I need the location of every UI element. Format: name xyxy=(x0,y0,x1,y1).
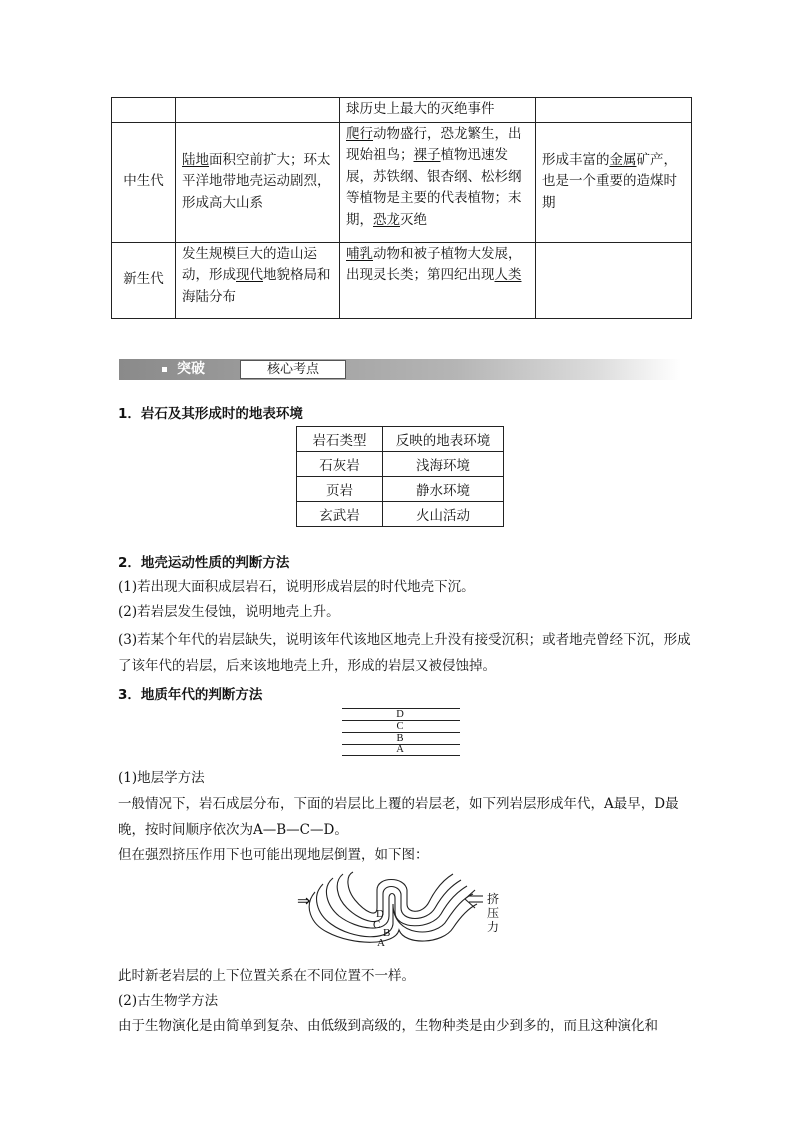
bullet-square-icon xyxy=(162,367,167,372)
geo-cell xyxy=(176,98,340,123)
paragraph: (1)若出现大面积成层岩石，说明形成岩层的时代地壳下沉。 xyxy=(118,579,475,595)
underlined-term: 陆地 xyxy=(182,151,209,168)
text-run: 植物迅速发展，苏铁纲、银杏纲、松杉纲等植物是主要的代表植物；末期， xyxy=(346,147,522,228)
table-cell: 火山活动 xyxy=(383,502,504,527)
table-cell: 页岩 xyxy=(297,477,383,502)
text-run: 地貌格局和海陆分布 xyxy=(182,267,331,305)
geologic-era-table xyxy=(111,97,692,319)
fold-strata-diagram xyxy=(295,868,495,948)
stratum-label-a: A xyxy=(396,744,404,755)
mineral-cell xyxy=(536,122,692,242)
table-header-row xyxy=(297,427,504,452)
text-run: 形成丰富的 xyxy=(542,151,610,168)
bio-cell xyxy=(340,122,536,242)
force-label: 挤压力 xyxy=(486,892,499,934)
era-cell: 新生代 xyxy=(112,242,176,318)
text-run: 面积空前扩大；环太平洋地带地壳运动剧烈，形成高大山系 xyxy=(182,151,331,211)
column-header: 岩石类型 xyxy=(297,427,383,452)
underlined-term: 裸子 xyxy=(413,147,441,163)
table-row xyxy=(297,502,504,527)
section-banner xyxy=(119,359,681,380)
era-cell xyxy=(112,98,176,123)
stratum-label-b: B xyxy=(396,733,404,744)
paragraph: 由于生物演化是由简单到复杂、由低级到高级的，生物种类是由少到多的，而且这种演化和 xyxy=(118,1018,658,1034)
fold-label-a: A xyxy=(377,937,385,948)
table-cell: 浅海环境 xyxy=(383,452,504,477)
strata-diagram xyxy=(342,706,460,756)
text-run: 发生规模巨大的造山运动，形成 xyxy=(182,245,317,283)
section-heading: 3．地质年代的判断方法 xyxy=(118,687,263,703)
paragraph: 一般情况下，岩石成层分布，下面的岩层比上覆的岩层老，如下列岩层形成年代，A最早，D最晚，按时间顺序依次为A—B—C—D。 xyxy=(118,796,679,838)
stratum-label-c: C xyxy=(396,721,404,732)
fold-label-d: D xyxy=(376,908,384,920)
text-run: 灭绝 xyxy=(400,211,427,228)
underlined-term: 爬行 xyxy=(346,125,373,142)
table-cell: 玄武岩 xyxy=(297,502,383,527)
table-row xyxy=(112,242,692,318)
rock-environment-table xyxy=(296,426,504,527)
text-run: 动物和被子植物大发展，出现灵长类；第四纪出现 xyxy=(346,245,522,283)
bio-cell xyxy=(340,242,536,318)
mineral-cell xyxy=(536,242,692,318)
paragraph: 此时新老岩层的上下位置关系在不同位置不一样。 xyxy=(118,968,415,984)
section-heading: 2．地壳运动性质的判断方法 xyxy=(118,555,290,571)
bio-cell: 球历史上最大的灭绝事件 xyxy=(340,98,536,123)
table-cell: 石灰岩 xyxy=(297,452,383,477)
underlined-term: 金属 xyxy=(609,151,637,168)
banner-title: 核心考点 xyxy=(240,360,346,379)
underlined-term: 哺乳 xyxy=(346,245,373,262)
table-cell: 静水环境 xyxy=(383,477,504,502)
subsection-title: (1)地层学方法 xyxy=(118,770,205,786)
underlined-term: 恐龙 xyxy=(373,211,400,228)
text-run: 动物盛行，恐龙繁生，出现始祖鸟； xyxy=(346,125,522,163)
paragraph: 但在强烈挤压作用下也可能出现地层倒置，如下图： xyxy=(118,847,429,863)
left-arrow-icon: ⇒ xyxy=(297,893,311,910)
section-heading: 1．岩石及其形成时的地表环境 xyxy=(118,406,303,422)
stratum-boundary xyxy=(342,755,460,756)
geo-cell xyxy=(176,242,340,318)
paragraph: (3)若某个年代的岩层缺失，说明该年代该地区地壳上升没有接受沉积；或者地壳曾经下沉，形成了该年代的岩层，后来该地地壳上升，形成的岩层又被侵蚀掉。 xyxy=(118,632,691,674)
text-run: 矿产，也是一个重要的造煤时期 xyxy=(542,151,677,211)
table-row xyxy=(112,122,692,242)
fold-label-b: B xyxy=(383,927,391,939)
paragraph: (2)若岩层发生侵蚀，说明地壳上升。 xyxy=(118,604,340,620)
fold-label-c: C xyxy=(373,919,381,931)
table-row xyxy=(297,477,504,502)
table-row xyxy=(297,452,504,477)
stratum-label-d: D xyxy=(396,709,404,720)
underlined-term: 现代 xyxy=(236,267,263,283)
geo-cell xyxy=(176,122,340,242)
subsection-title: (2)古生物学方法 xyxy=(118,993,219,1009)
banner-tag: 突破 xyxy=(177,361,205,377)
table-row xyxy=(112,98,692,123)
era-cell: 中生代 xyxy=(112,122,176,242)
mineral-cell xyxy=(536,98,692,123)
underlined-term: 人类 xyxy=(494,267,522,283)
column-header: 反映的地表环境 xyxy=(383,427,504,452)
